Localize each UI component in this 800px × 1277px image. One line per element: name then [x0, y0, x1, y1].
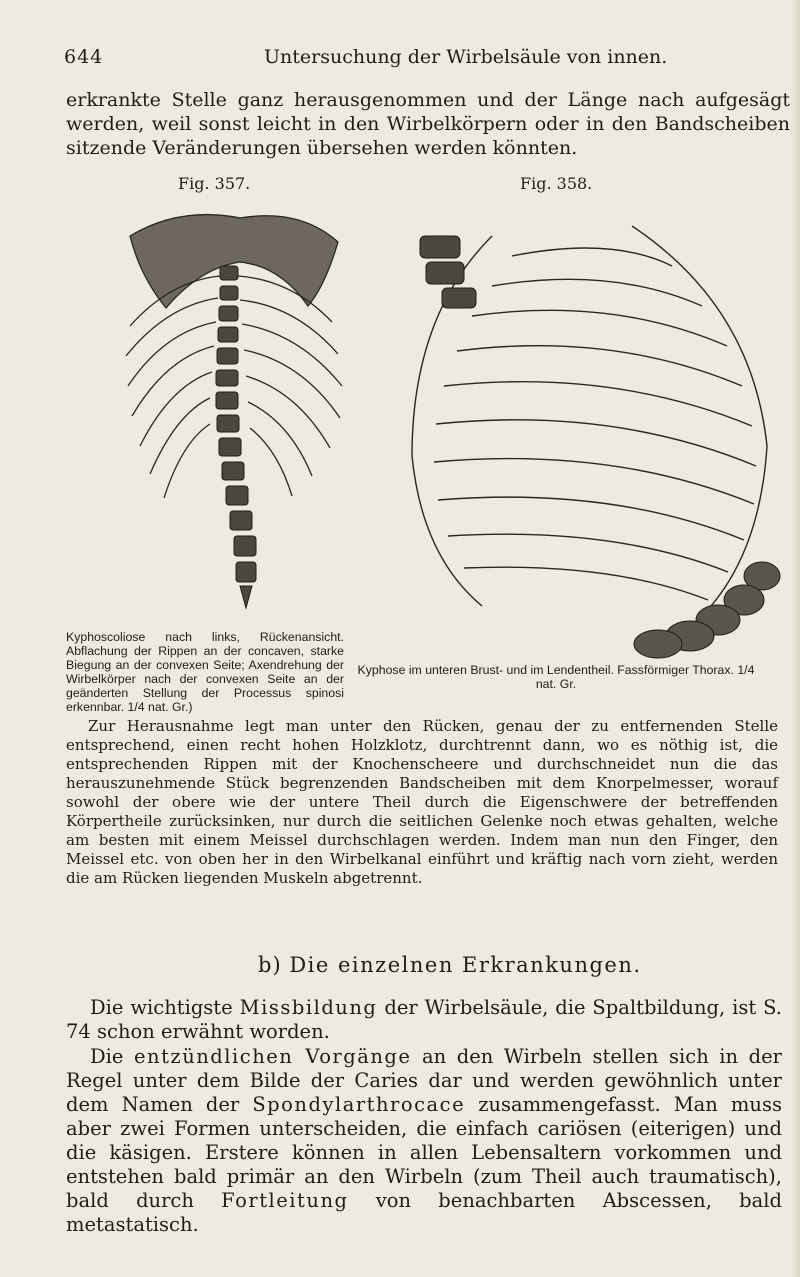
figure-357-label: Fig. 357.	[178, 174, 251, 193]
page-header	[64, 36, 784, 70]
p2-e: zusammengefasst. Man muss aber zwei Formen unterscheiden, die einfach cariösen (eiterigen) und die käsigen. Erstere können in allen Lebensaltern vorkommen und entstehen bald primär an den Wirbeln (zum Theil auch traumatisch), bald durch	[66, 1093, 782, 1212]
figure-358-caption: Kyphose im unteren Brust- und im Lendentheil. Fassförmiger Thorax. 1/4 nat. Gr.	[357, 663, 755, 691]
p1-c: der Wirbelsäule, die Spaltbildung, ist S. 74 schon erwähnt worden.	[66, 996, 783, 1043]
running-title: Untersuchung der Wirbelsäule von innen.	[264, 46, 668, 68]
paragraph-inflammation	[66, 1045, 782, 1237]
page-number: 644	[64, 46, 104, 68]
p2-g: von benachbarten Abscessen, bald metastatisch.	[66, 1189, 783, 1236]
p2-c: an den Wirbeln stellen sich in der Regel unter dem Bilde der Caries dar und werden gewöhnlich unter dem Namen der	[66, 1045, 783, 1116]
figure-357-illustration	[70, 196, 380, 626]
section-heading	[258, 953, 642, 977]
p2-emphasis-2: Spondylarthrocace	[252, 1093, 466, 1116]
p1-emphasis: Missbildung	[239, 996, 378, 1019]
p2-emphasis-3: Fortleitung	[221, 1189, 349, 1212]
intro-paragraph: erkrankte Stelle ganz herausgenommen und der Länge nach aufgesägt werden, weil sonst leicht in den Wirbelkörpern oder in den Bandscheiben sitzende Veränderungen übersehen werden könnten.	[66, 89, 790, 159]
page-edge-shadow	[790, 0, 800, 1277]
body-paragraph-small: Zur Herausnahme legt man unter den Rücken, genau der zu entfernenden Stelle entsprechend, einen recht hohen Holzklotz, durchtrennt dann, wo es nöthig ist, die entsprechenden Rippen mit der Knochenscheere und durchschneidet nun die das herauszunehmende Stück begrenzenden Bandscheiben mit dem Knorpelmesser, worauf sowohl der obere wie der untere Theil durch die Eigenschwere der betreffenden Körpertheile zurücksinken, nur durch die seitlichen Gelenke noch etwas gehalten, welche am besten mit einem Meissel durchschlagen werden. Indem man nun den Finger, den Meissel etc. von oben her in den Wirbelkanal einführt und kräftig nach vorn zieht, werden die am Rücken liegenden Muskeln abgetrennt.	[66, 717, 778, 887]
figure-358-illustration	[372, 196, 784, 666]
p2-a: Die	[90, 1045, 124, 1068]
figure-357-caption: Kyphoscoliose nach links, Rückenansicht. Abflachung der Rippen an der concaven, starke Biegung an der convexen Seite; Axendrehung der Wirbelkörper nach der convexen Seite an der geänderten Stellung der Processus spinosi erkennbar. 1/4 nat. Gr.)	[66, 630, 344, 714]
section-title: Die einzelnen Erkrankungen.	[289, 953, 642, 977]
paragraph-malformation	[66, 996, 782, 1044]
p1-a: Die wichtigste	[90, 996, 233, 1019]
figure-358-label: Fig. 358.	[520, 174, 593, 193]
section-prefix: b)	[258, 953, 282, 977]
p2-emphasis-1: entzündlichen Vorgänge	[133, 1045, 412, 1068]
